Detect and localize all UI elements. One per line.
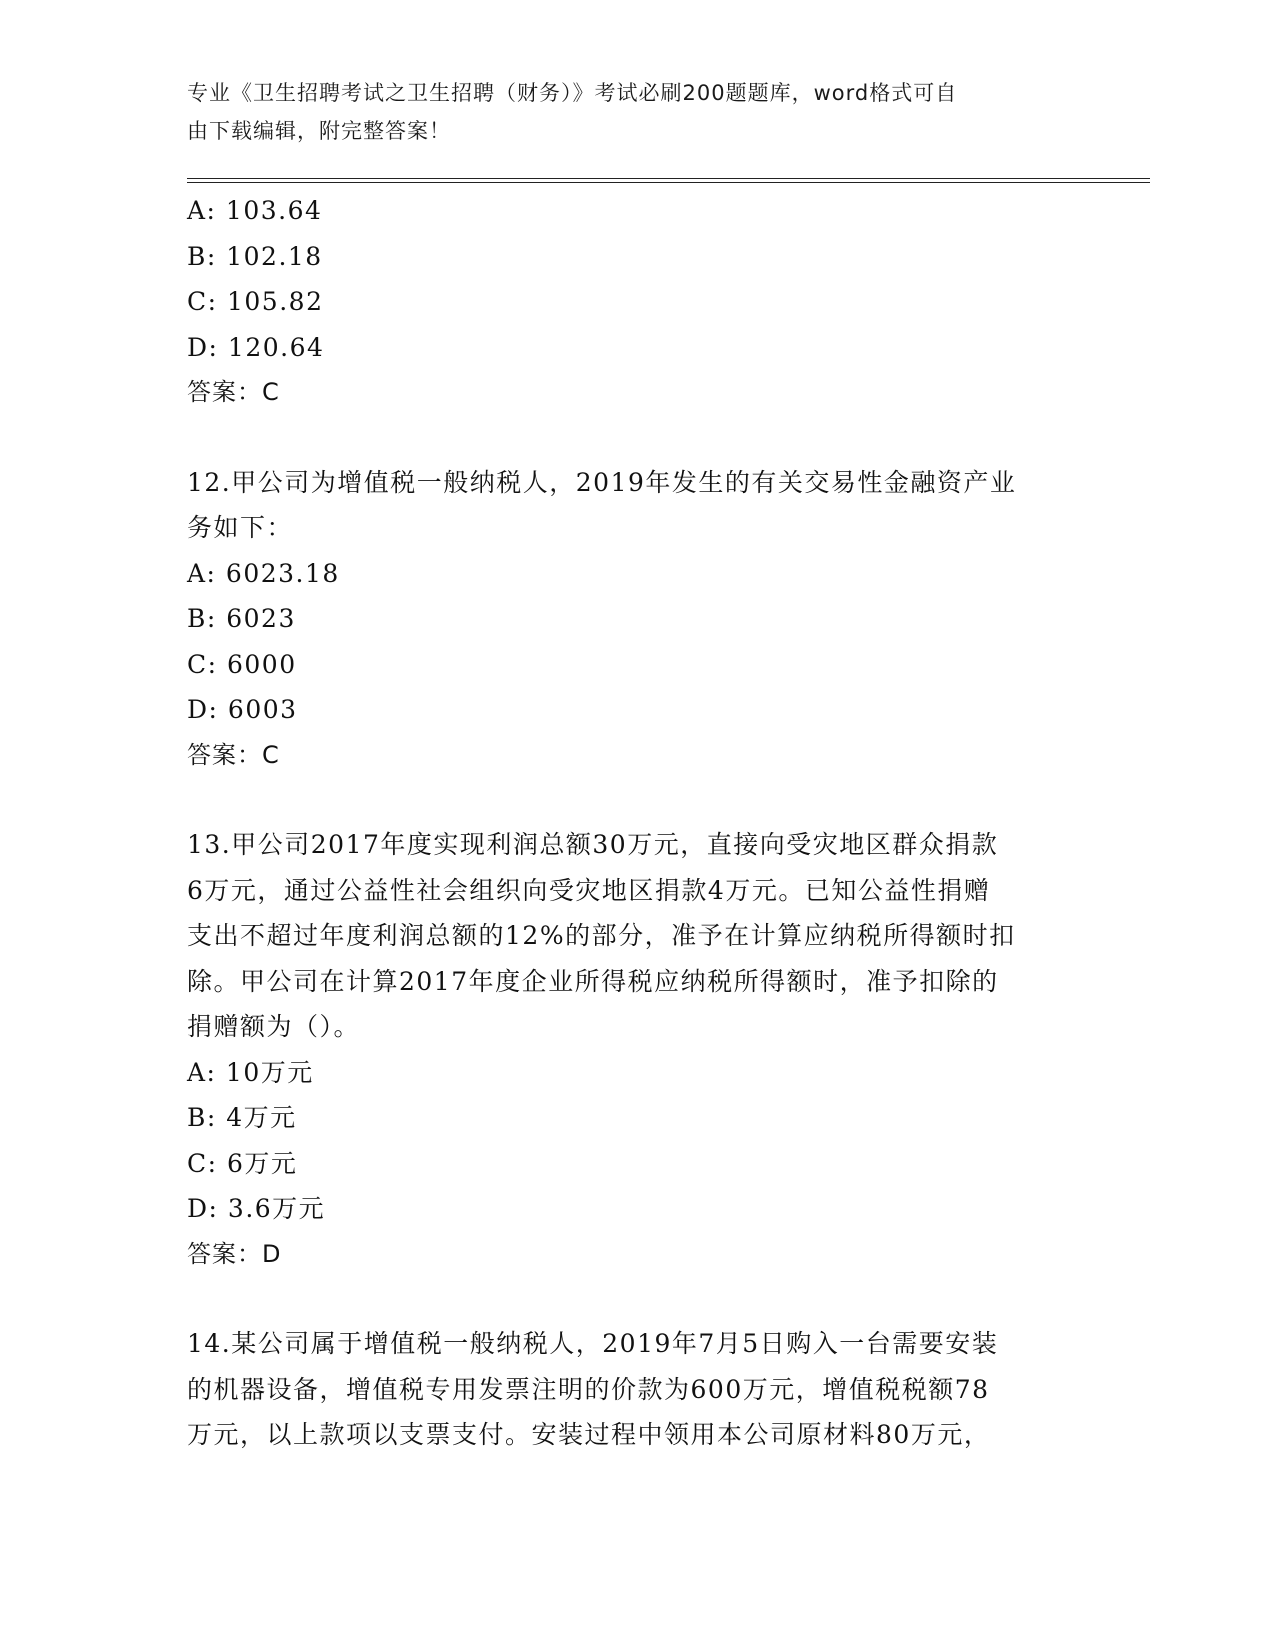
q13-option-a: A: 10万元 [187, 1057, 314, 1087]
q12-option-c: C: 6000 [187, 649, 297, 679]
spacer [187, 416, 1087, 460]
question-14-block [187, 1321, 1087, 1458]
q14-text-line-1: 14.某公司属于增值税一般纳税人，2019年7月5日购入一台需要安装 [187, 1329, 999, 1358]
q11-option-a: A: 103.64 [187, 196, 323, 225]
spacer [187, 1277, 1087, 1321]
header-line-1: 专业《卫生招聘考试之卫生招聘（财务）》考试必刷200题题库，word格式可自 [187, 81, 958, 105]
q12-answer: 答案：C [187, 740, 280, 769]
question-11-block [187, 188, 1087, 416]
q13-option-b: B: 4万元 [187, 1103, 297, 1132]
spacer [187, 778, 1087, 822]
q13-text-line-2: 6万元，通过公益性社会组织向受灾地区捐款4万元。已知公益性捐赠 [187, 875, 991, 905]
q11-option-c: C: 105.82 [187, 287, 324, 316]
q12-option-d: D: 6003 [187, 695, 298, 724]
q13-option-d: D: 3.6万元 [187, 1194, 326, 1223]
q13-answer: 答案：D [187, 1239, 282, 1268]
q11-option-b: B: 102.18 [187, 241, 323, 271]
q14-text-line-2: 的机器设备，增值税专用发票注明的价款为600万元，增值税税额78 [187, 1374, 990, 1404]
q13-text-line-1: 13.甲公司2017年度实现利润总额30万元，直接向受灾地区群众捐款 [187, 830, 999, 859]
question-13-block [187, 822, 1087, 1277]
header-divider [187, 178, 1150, 183]
q11-option-d: D: 120.64 [187, 332, 325, 362]
page-header [187, 74, 1067, 150]
q12-option-b: B: 6023 [187, 604, 296, 633]
document-body [187, 188, 1087, 1458]
q11-answer: 答案：C [187, 378, 280, 406]
header-line-2: 由下载编辑，附完整答案！ [187, 119, 451, 143]
q13-text-line-5: 捐赠额为（）。 [187, 1012, 361, 1041]
q13-text-line-3: 支出不超过年度利润总额的12%的部分，准予在计算应纳税所得额时扣 [187, 921, 1016, 950]
q12-text-line-1: 12.甲公司为增值税一般纳税人，2019年发生的有关交易性金融资产业 [187, 467, 1017, 497]
q13-option-c: C: 6万元 [187, 1148, 298, 1178]
q14-text-line-3: 万元，以上款项以支票支付。安装过程中领用本公司原材料80万元， [187, 1420, 991, 1449]
q13-text-line-4: 除。甲公司在计算2017年度企业所得税应纳税所得额时，准予扣除的 [187, 966, 999, 996]
question-12-block [187, 460, 1087, 779]
q12-text-line-2: 务如下： [187, 513, 294, 542]
q12-option-a: A: 6023.18 [187, 558, 340, 588]
